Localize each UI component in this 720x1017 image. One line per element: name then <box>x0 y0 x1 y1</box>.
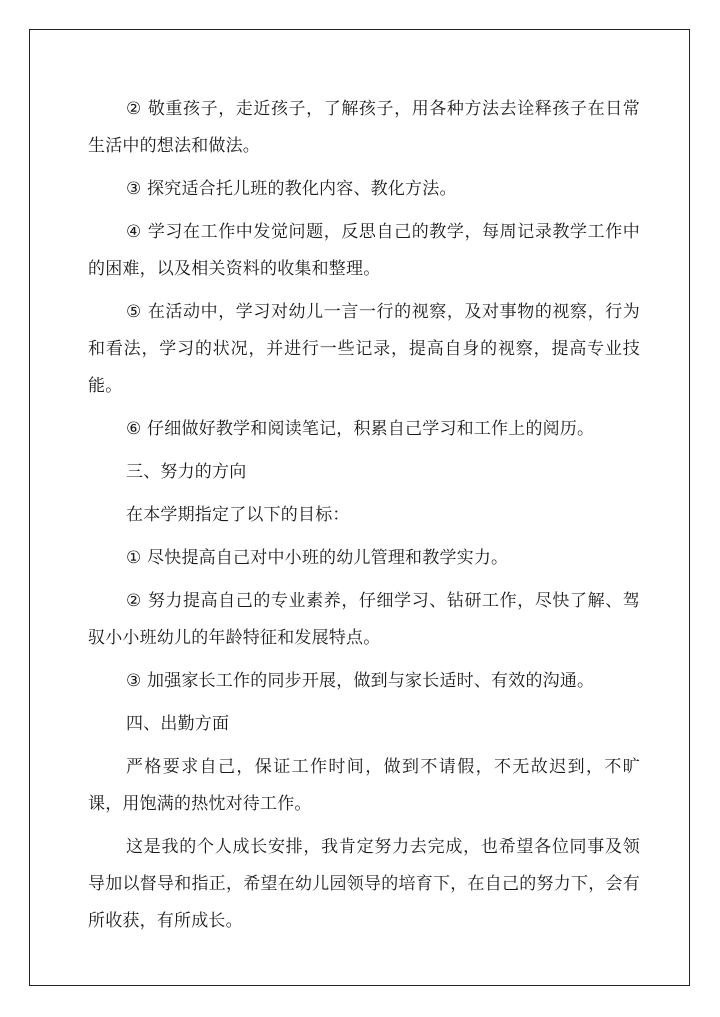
paragraph-goal-3: ③ 加强家长工作的同步开展，做到与家长适时、有效的沟通。 <box>126 671 595 691</box>
paragraph-observe-children: ⑤ 在活动中，学习对幼儿一言一行的视察，及对事物的视察，行为和看法，学习的状况，并进行一些记录，提高自身的视察，提高专业技能。 <box>88 302 640 396</box>
paragraph-goal-2: ② 努力提高自己的专业素养，仔细学习、钻研工作，尽快了解、驾驭小小班幼儿的年龄特征和发展特点。 <box>88 591 640 648</box>
paragraph-goal-1: ① 尽快提高自己对中小班的幼儿管理和教学实力。 <box>126 548 509 568</box>
paragraph-goals-intro: 在本学期指定了以下的目标： <box>126 505 350 525</box>
document-body <box>88 91 640 940</box>
section-heading-attendance: 四、出勤方面 <box>126 714 230 734</box>
paragraph-reflect-teaching: ④ 学习在工作中发觉问题，反思自己的教学，每周记录教学工作中的困难，以及相关资料的收集和整理。 <box>88 222 640 279</box>
paragraph-explore-content: ③ 探究适合托儿班的教化内容、教化方法。 <box>126 179 457 199</box>
paragraph-respect-children: ② 敬重孩子，走近孩子，了解孩子，用各种方法去诠释孩子在日常生活中的想法和做法。 <box>88 99 640 156</box>
paragraph-teaching-notes: ⑥ 仔细做好教学和阅读笔记，积累自己学习和工作上的阅历。 <box>126 419 595 439</box>
section-heading-direction: 三、努力的方向 <box>126 462 247 482</box>
paragraph-attendance: 严格要求自己，保证工作时间，做到不请假，不无故迟到，不旷课，用饱满的热忱对待工作。 <box>88 757 640 814</box>
paragraph-conclusion: 这是我的个人成长安排，我肯定努力去完成，也希望各位同事及领导加以督导和指正，希望在幼儿园领导的培育下，在自己的努力下，会有所收获，有所成长。 <box>88 837 640 931</box>
